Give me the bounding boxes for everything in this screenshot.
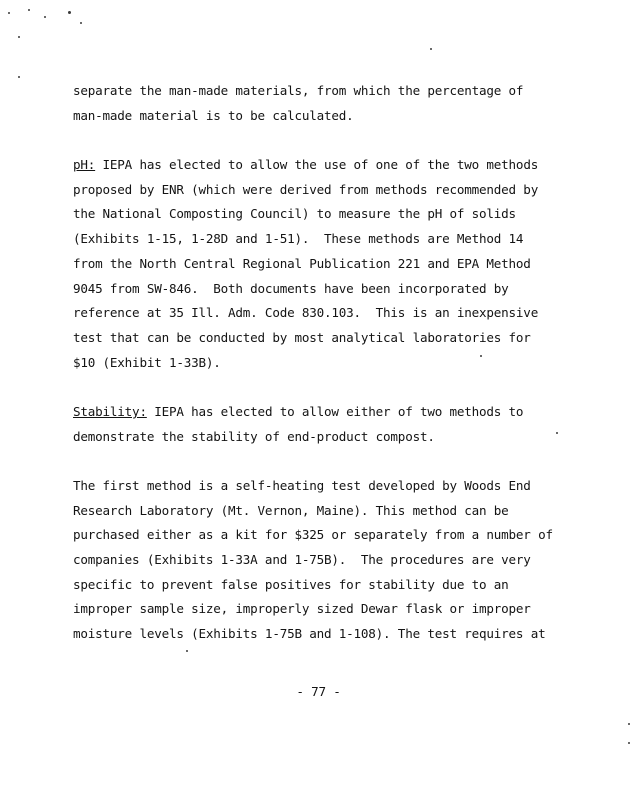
body-text-line: proposed by ENR (which were derived from methods recommended by: [73, 182, 539, 197]
body-text-line: companies (Exhibits 1-33A and 1-75B). The procedures are very: [73, 552, 531, 567]
body-text-line: reference at 35 Ill. Adm. Code 830.103. This is an inexpensive: [73, 305, 539, 320]
scan-speck: [18, 36, 20, 38]
body-text-line: Research Laboratory (Mt. Vernon, Maine). This method can be: [73, 503, 509, 518]
body-text-line: [73, 406, 523, 419]
body-text-line: [73, 159, 538, 172]
body-text-line: moisture levels (Exhibits 1-75B and 1-108). The test requires at: [73, 626, 546, 641]
scan-speck: [18, 76, 20, 78]
body-text-fragment: IEPA has elected to allow either of two methods to: [146, 404, 524, 419]
body-text-line: The first method is a self-heating test developed by Woods End: [73, 478, 531, 493]
body-text-line: 9045 from SW-846. Both documents have been incorporated by: [73, 281, 509, 296]
body-text-fragment: IEPA has elected to allow the use of one of the two methods: [95, 157, 539, 172]
scan-speck: [480, 355, 482, 357]
body-text-line: separate the man-made materials, from which the percentage of: [73, 83, 524, 98]
stability-heading: Stability:: [73, 404, 147, 419]
body-text-line: demonstrate the stability of end-product compost.: [73, 429, 435, 444]
scan-speck: [68, 11, 71, 14]
body-text-line: (Exhibits 1-15, 1-28D and 1-51). These methods are Method 14: [73, 231, 524, 246]
scan-speck: [80, 22, 82, 24]
page-number: - 77 -: [296, 684, 341, 699]
ph-heading: pH:: [73, 157, 96, 172]
body-text-line: $10 (Exhibit 1-33B).: [73, 355, 221, 370]
body-text-line: specific to prevent false positives for stability due to an: [73, 577, 509, 592]
scan-speck: [430, 48, 432, 50]
scan-speck: [556, 432, 558, 434]
body-text-line: from the North Central Regional Publication 221 and EPA Method: [73, 256, 531, 271]
scan-speck: [628, 742, 630, 744]
scan-speck: [628, 723, 630, 725]
scan-speck: [44, 16, 46, 18]
body-text-line: purchased either as a kit for $325 or separately from a number of: [73, 527, 553, 542]
body-text-line: man-made material is to be calculated.: [73, 108, 354, 123]
body-text-line: the National Composting Council) to measure the pH of solids: [73, 206, 516, 221]
scan-speck: [8, 12, 10, 14]
scan-speck: [186, 650, 188, 652]
scan-speck: [28, 9, 30, 11]
body-text-line: test that can be conducted by most analytical laboratories for: [73, 330, 531, 345]
body-text-line: improper sample size, improperly sized Dewar flask or improper: [73, 601, 531, 616]
